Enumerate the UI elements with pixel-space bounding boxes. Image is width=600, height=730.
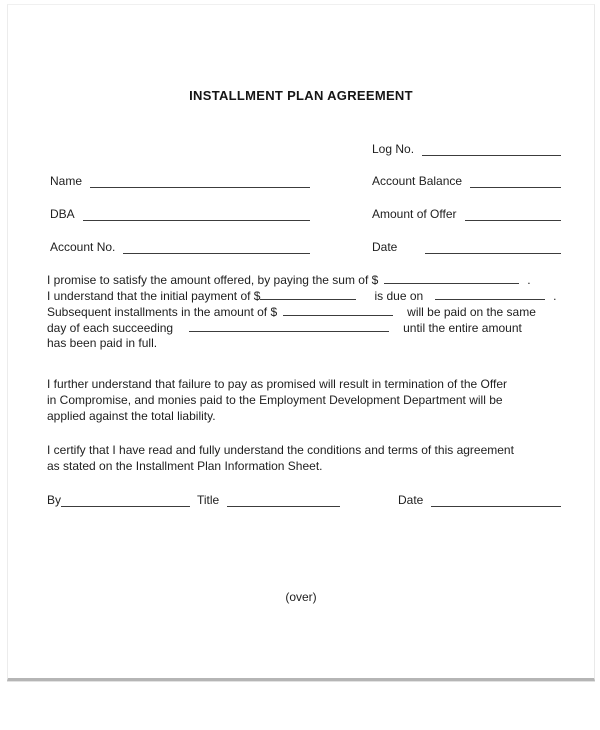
sum-amount-input-line[interactable] — [384, 271, 519, 284]
paragraph-text: in Compromise, and monies paid to the Employment Development Department will be — [47, 393, 503, 407]
paragraph-line — [47, 271, 575, 287]
date-label: Date — [372, 240, 398, 254]
signature-row — [47, 493, 561, 509]
account-balance-label: Account Balance — [372, 174, 463, 188]
log-no-input-line[interactable] — [422, 142, 561, 156]
amount-of-offer-label: Amount of Offer — [372, 207, 457, 221]
paragraph-text: Subsequent installments in the amount of $ — [47, 305, 278, 319]
name-input-line[interactable] — [90, 174, 310, 188]
paragraph-text: is due on — [374, 289, 424, 303]
account-balance-input-line[interactable] — [470, 174, 561, 188]
title-input-line[interactable] — [227, 493, 340, 507]
initial-payment-input-line[interactable] — [260, 287, 356, 300]
amount-of-offer-field — [372, 207, 561, 222]
paragraph-line — [47, 335, 575, 351]
paragraph-line — [47, 287, 575, 303]
succeeding-period-input-line[interactable] — [189, 319, 389, 332]
name-row — [50, 174, 561, 189]
account-no-field — [50, 240, 310, 255]
account-no-row — [50, 240, 561, 255]
dba-input-line[interactable] — [83, 207, 310, 221]
paragraph-line — [47, 303, 575, 319]
failure-to-pay-paragraph — [47, 376, 575, 424]
paragraph-text: . — [527, 273, 531, 287]
date-input-line[interactable] — [425, 240, 561, 254]
account-no-input-line[interactable] — [123, 240, 310, 254]
paragraph-text: . — [553, 289, 557, 303]
by-field — [47, 493, 190, 508]
page-title: INSTALLMENT PLAN AGREEMENT — [189, 88, 413, 103]
paragraph-text: I certify that I have read and fully understand the conditions and terms of this agreement — [47, 443, 514, 457]
signature-date-field — [398, 493, 561, 508]
amount-of-offer-input-line[interactable] — [465, 207, 562, 221]
account-balance-field — [372, 174, 561, 189]
name-field — [50, 174, 310, 189]
paragraph-line — [47, 319, 575, 335]
paragraph-text: will be paid on the same — [407, 305, 536, 319]
dba-row — [50, 207, 561, 222]
certification-paragraph — [47, 442, 575, 474]
log-no-field — [372, 142, 561, 157]
paragraph-text: until the entire amount — [403, 321, 522, 335]
title-field — [197, 493, 340, 508]
paragraph-text: as stated on the Installment Plan Information Sheet. — [47, 459, 323, 473]
document-page — [7, 4, 595, 681]
by-signature-line[interactable] — [61, 493, 190, 507]
over-note: (over) — [285, 590, 317, 604]
paragraph-text: has been paid in full. — [47, 336, 158, 350]
account-no-label: Account No. — [50, 240, 116, 254]
signature-date-input-line[interactable] — [431, 493, 561, 507]
paragraph-text: day of each succeeding — [47, 321, 174, 335]
dba-field — [50, 207, 310, 222]
paragraph-text: applied against the total liability. — [47, 409, 216, 423]
log-no-label: Log No. — [372, 142, 415, 156]
date-field — [372, 240, 561, 255]
dba-label: DBA — [50, 207, 75, 221]
paragraph-text: I understand that the initial payment of $ — [47, 289, 261, 303]
paragraph-text: I promise to satisfy the amount offered, by paying the sum of $ — [47, 273, 379, 287]
name-label: Name — [50, 174, 83, 188]
signature-date-label: Date — [398, 493, 424, 507]
title-label: Title — [197, 493, 220, 507]
by-label: By — [47, 493, 62, 507]
installment-amount-input-line[interactable] — [283, 303, 393, 316]
paragraph-text: I further understand that failure to pay as promised will result in termination of the Offer — [47, 377, 508, 391]
due-date-input-line[interactable] — [435, 287, 545, 300]
payment-terms-paragraph — [47, 271, 575, 351]
log-no-row — [50, 142, 561, 157]
